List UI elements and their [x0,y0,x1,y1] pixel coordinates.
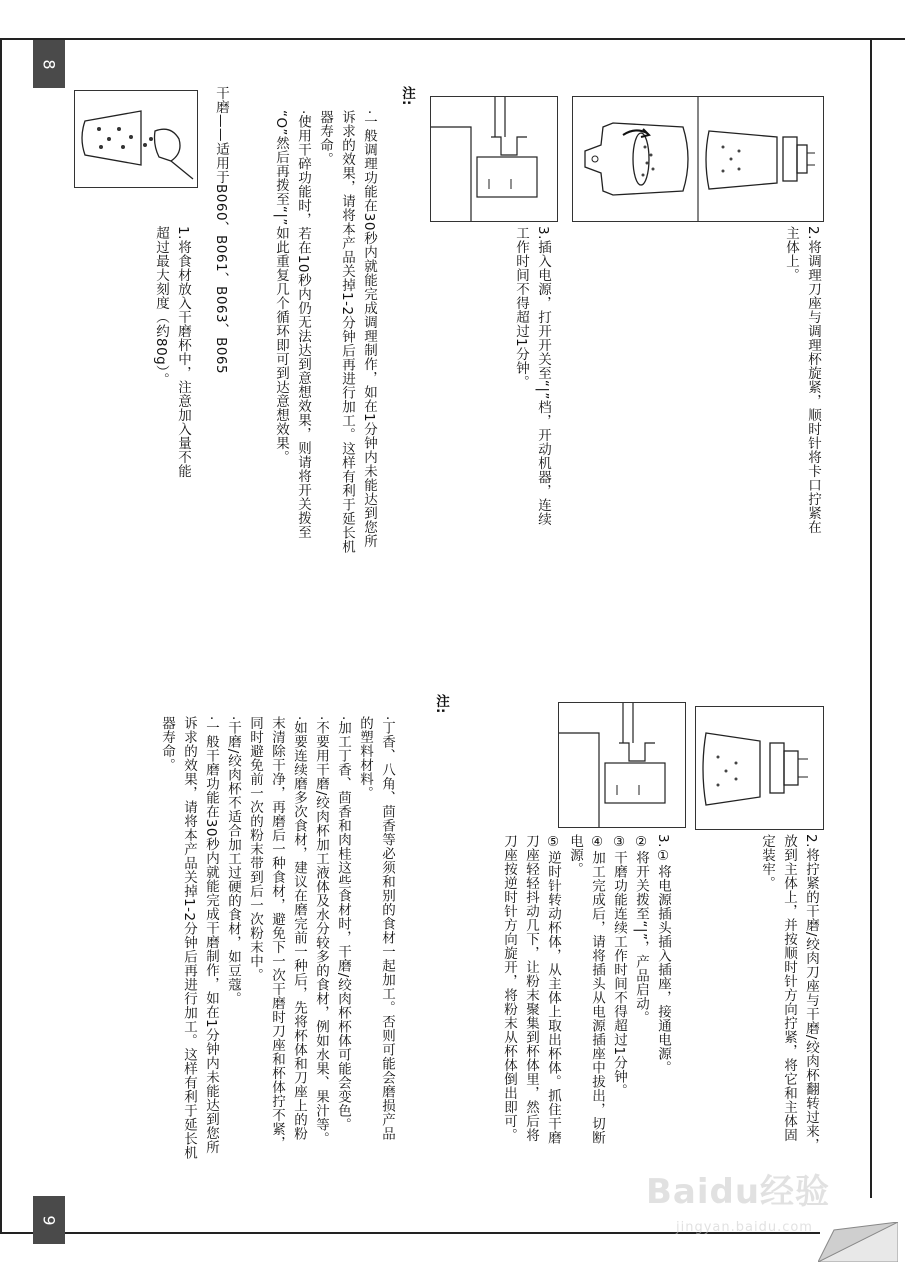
top-step3-text: 3.插入电源，打开开关至“|”档，开动机器，连续 工作时间不得超过1分钟。 [513,226,551,526]
bottom-step3-text: 3.①将电源插头插入插座，接通电源。 ②将开关拨至“|”，产品启动。 ③干磨功能连续工作时间不得超过1分钟。 ④加工完成后，请将插头从电源插座中拔出，切断 电源。 ⑤逆时针转动杯体，从主体上取出杯体。抓住干磨 刀座轻轻抖动几下，让粉末聚集到杯体里，然后将 刀座按逆时针方向旋开，将粉末从杯体倒出即可。 [501,834,671,1145]
frame-left-line [0,38,2,1234]
dry-grind-title: 干磨——适用于B060、B061、B063、B065 [213,86,229,375]
illustration-grinder-cup [695,706,824,830]
top-note-text: ·一般调理功能在30秒内就能完成调理制作，如在1分钟内未能达到您所 诉求的效果，请将本产品关掉1-2分钟后再进行加工。这样有利于延长机 器寿命。 ·使用干碎功能时，若在10秒内仍无法达到意想效果，则请将开关拨至 “O”然后再拨至“|”如此重复几个循环即可到达意想效果。 [273,110,377,554]
baidu-watermark [640,1142,840,1252]
watermark-logo: Baidu经验 [646,1172,831,1212]
top-step2-text: 2.将调理刀座与调理杯旋紧，顺时针将卡口拧紧在 主体上。 [783,226,821,534]
top-note-title: 注: [399,86,415,106]
dry-grind-step1: 1.将食材放入干磨杯中，注意加入量不能 超过最大刻度（约80g）。 [153,226,191,478]
illustration-blender-assembly [572,96,824,222]
illustration-plug-top [430,96,558,222]
page-number-8: 8 [39,58,59,70]
bottom-note-text: ·丁香、八角、茴香等必须和别的食材一起加工。否则可能会磨损产品 的塑料材料。 ·加工丁香、茴香和肉桂这些食材时，干磨/绞肉杯杯体可能会变色。 ·不要用干磨/绞肉杯加工液体及水分较多的食材，例如水果、果汁等。 ·如要连续磨多次食材，建议在磨完前一种后，先将杯体和刀座上的粉 末清除干净，再磨后一种食材，避免下一次干磨时刀座和杯体拧不紧， 同时避免前一次的粉末带到后一次粉末中。 ·干磨/绞肉杯不适合加工过硬的食材，如豆蔻。 ·一般干磨功能在30秒内就能完成干磨制作，如在1分钟内未能达到您所 诉求的效果，请将本产品关掉1-2分钟后再进行加工。这样有利于延长机 器寿命。 [159,716,395,1160]
frame-top-line [0,38,905,40]
watermark-url: jingyan.baidu.com [676,1220,813,1235]
frame-right-line [870,38,872,1198]
bottom-note-title: 注: [433,694,449,714]
page-number-tab-top [33,40,65,88]
illustration-plug-bottom [558,702,686,828]
page-corner-fold [818,1222,898,1262]
bottom-step2-text: 2.将拧紧的干磨/绞肉刀座与干磨/绞肉杯翻转过来， 放到主体上，并按顺时针方向拧紧，将它和主体固 定装牢。 [759,834,819,1152]
page-number-9: 9 [39,1214,59,1226]
illustration-add-food [74,90,198,188]
page-number-tab-bottom [33,1196,65,1244]
